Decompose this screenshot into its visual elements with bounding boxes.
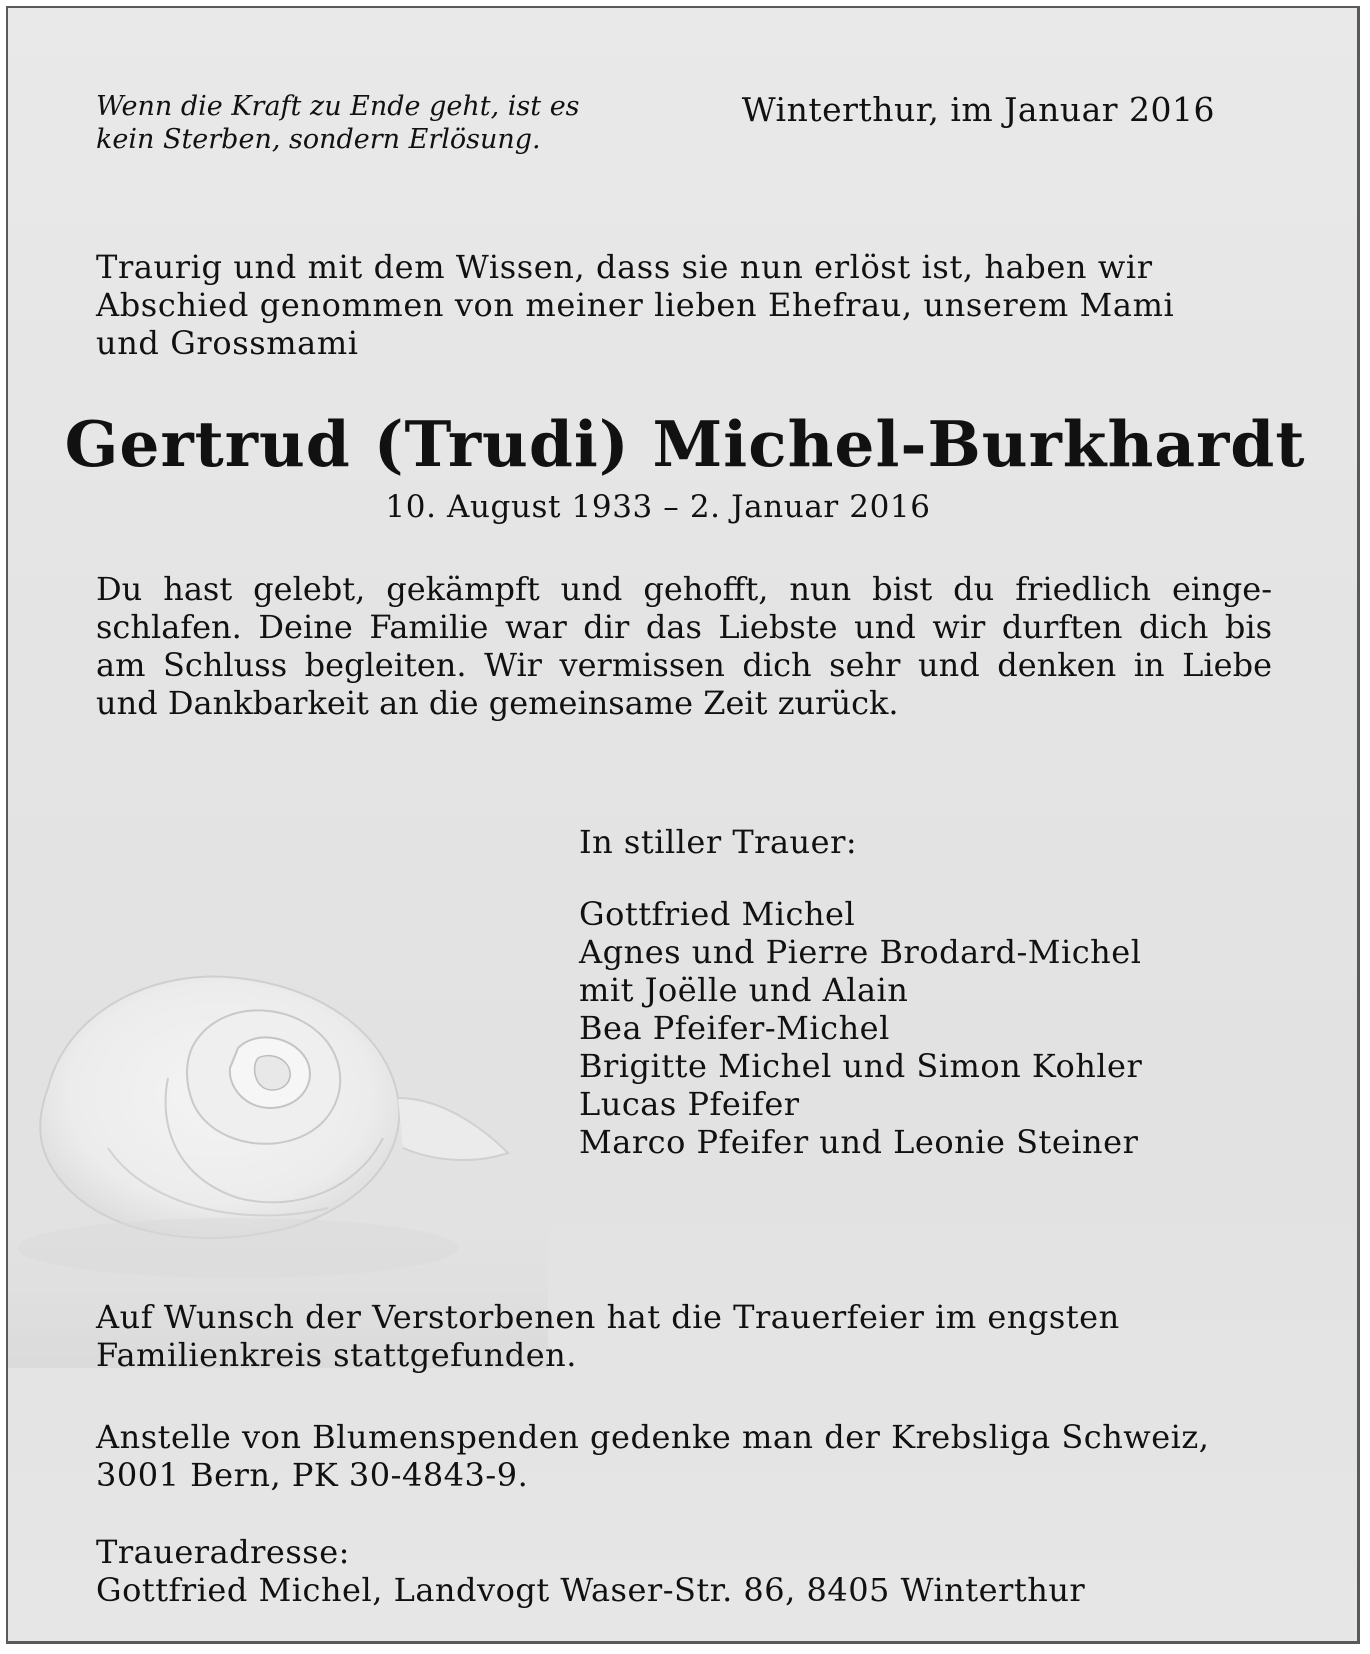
donation-note	[96, 1418, 1209, 1494]
place-date: Winterthur, im Januar 2016	[741, 90, 1215, 129]
tribute-line: Du hast gelebt, gekämpft und gehofft, nun bist du friedlich einge-	[96, 570, 1272, 608]
intro-line: Traurig und mit dem Wissen, dass sie nun erlöst ist, haben wir	[96, 248, 1153, 286]
tribute-line: am Schluss begleiten. Wir vermissen dich sehr und denken in Liebe	[96, 646, 1272, 684]
deceased-name: Gertrud (Trudi) Michel-Burkhardt	[64, 407, 1306, 481]
mourner-item: Gottfried Michel	[579, 895, 856, 933]
mourning-address	[96, 1533, 1085, 1609]
address-text: Gottfried Michel, Landvogt Waser-Str. 86, 8405 Winterthur	[96, 1571, 1086, 1609]
mourner-item: Marco Pfeifer und Leonie Steiner	[579, 1123, 1139, 1161]
obituary-notice	[6, 6, 1360, 1644]
donation-line: Anstelle von Blumenspenden gedenke man der Krebsliga Schweiz,	[96, 1418, 1210, 1456]
motto-line: kein Sterben, sondern Erlösung.	[96, 124, 541, 155]
mourner-item: Agnes und Pierre Brodard-Michel	[579, 933, 1142, 971]
donation-line: 3001 Bern, PK 30-4843-9.	[96, 1456, 529, 1494]
motto-quote	[96, 90, 580, 156]
mourning-heading: In stiller Trauer:	[579, 823, 858, 861]
intro-line: Abschied genommen von meiner lieben Ehefrau, unserem Mami	[96, 286, 1175, 324]
ceremony-line: Auf Wunsch der Verstorbenen hat die Trauerfeier im engsten	[96, 1298, 1120, 1336]
tribute-line: und Dankbarkeit an die gemeinsame Zeit zurück.	[96, 684, 899, 722]
mourner-item: Bea Pfeifer-Michel	[579, 1009, 890, 1047]
motto-line: Wenn die Kraft zu Ende geht, ist es	[96, 91, 580, 122]
mourner-item: Brigitte Michel und Simon Kohler	[579, 1047, 1143, 1085]
mourners-list	[579, 895, 1142, 1161]
ceremony-note	[96, 1298, 1120, 1374]
intro-text	[96, 248, 1174, 362]
intro-line: und Grossmami	[96, 324, 359, 362]
address-label: Traueradresse:	[96, 1533, 350, 1571]
mourner-item: Lucas Pfeifer	[579, 1085, 800, 1123]
tribute-text	[96, 570, 1272, 722]
tribute-line: schlafen. Deine Familie war dir das Liebste und wir durften dich bis	[96, 608, 1272, 646]
mourner-item: mit Joëlle und Alain	[579, 971, 909, 1009]
ceremony-line: Familienkreis stattgefunden.	[96, 1336, 577, 1374]
life-dates: 10. August 1933 – 2. Januar 2016	[385, 489, 931, 525]
